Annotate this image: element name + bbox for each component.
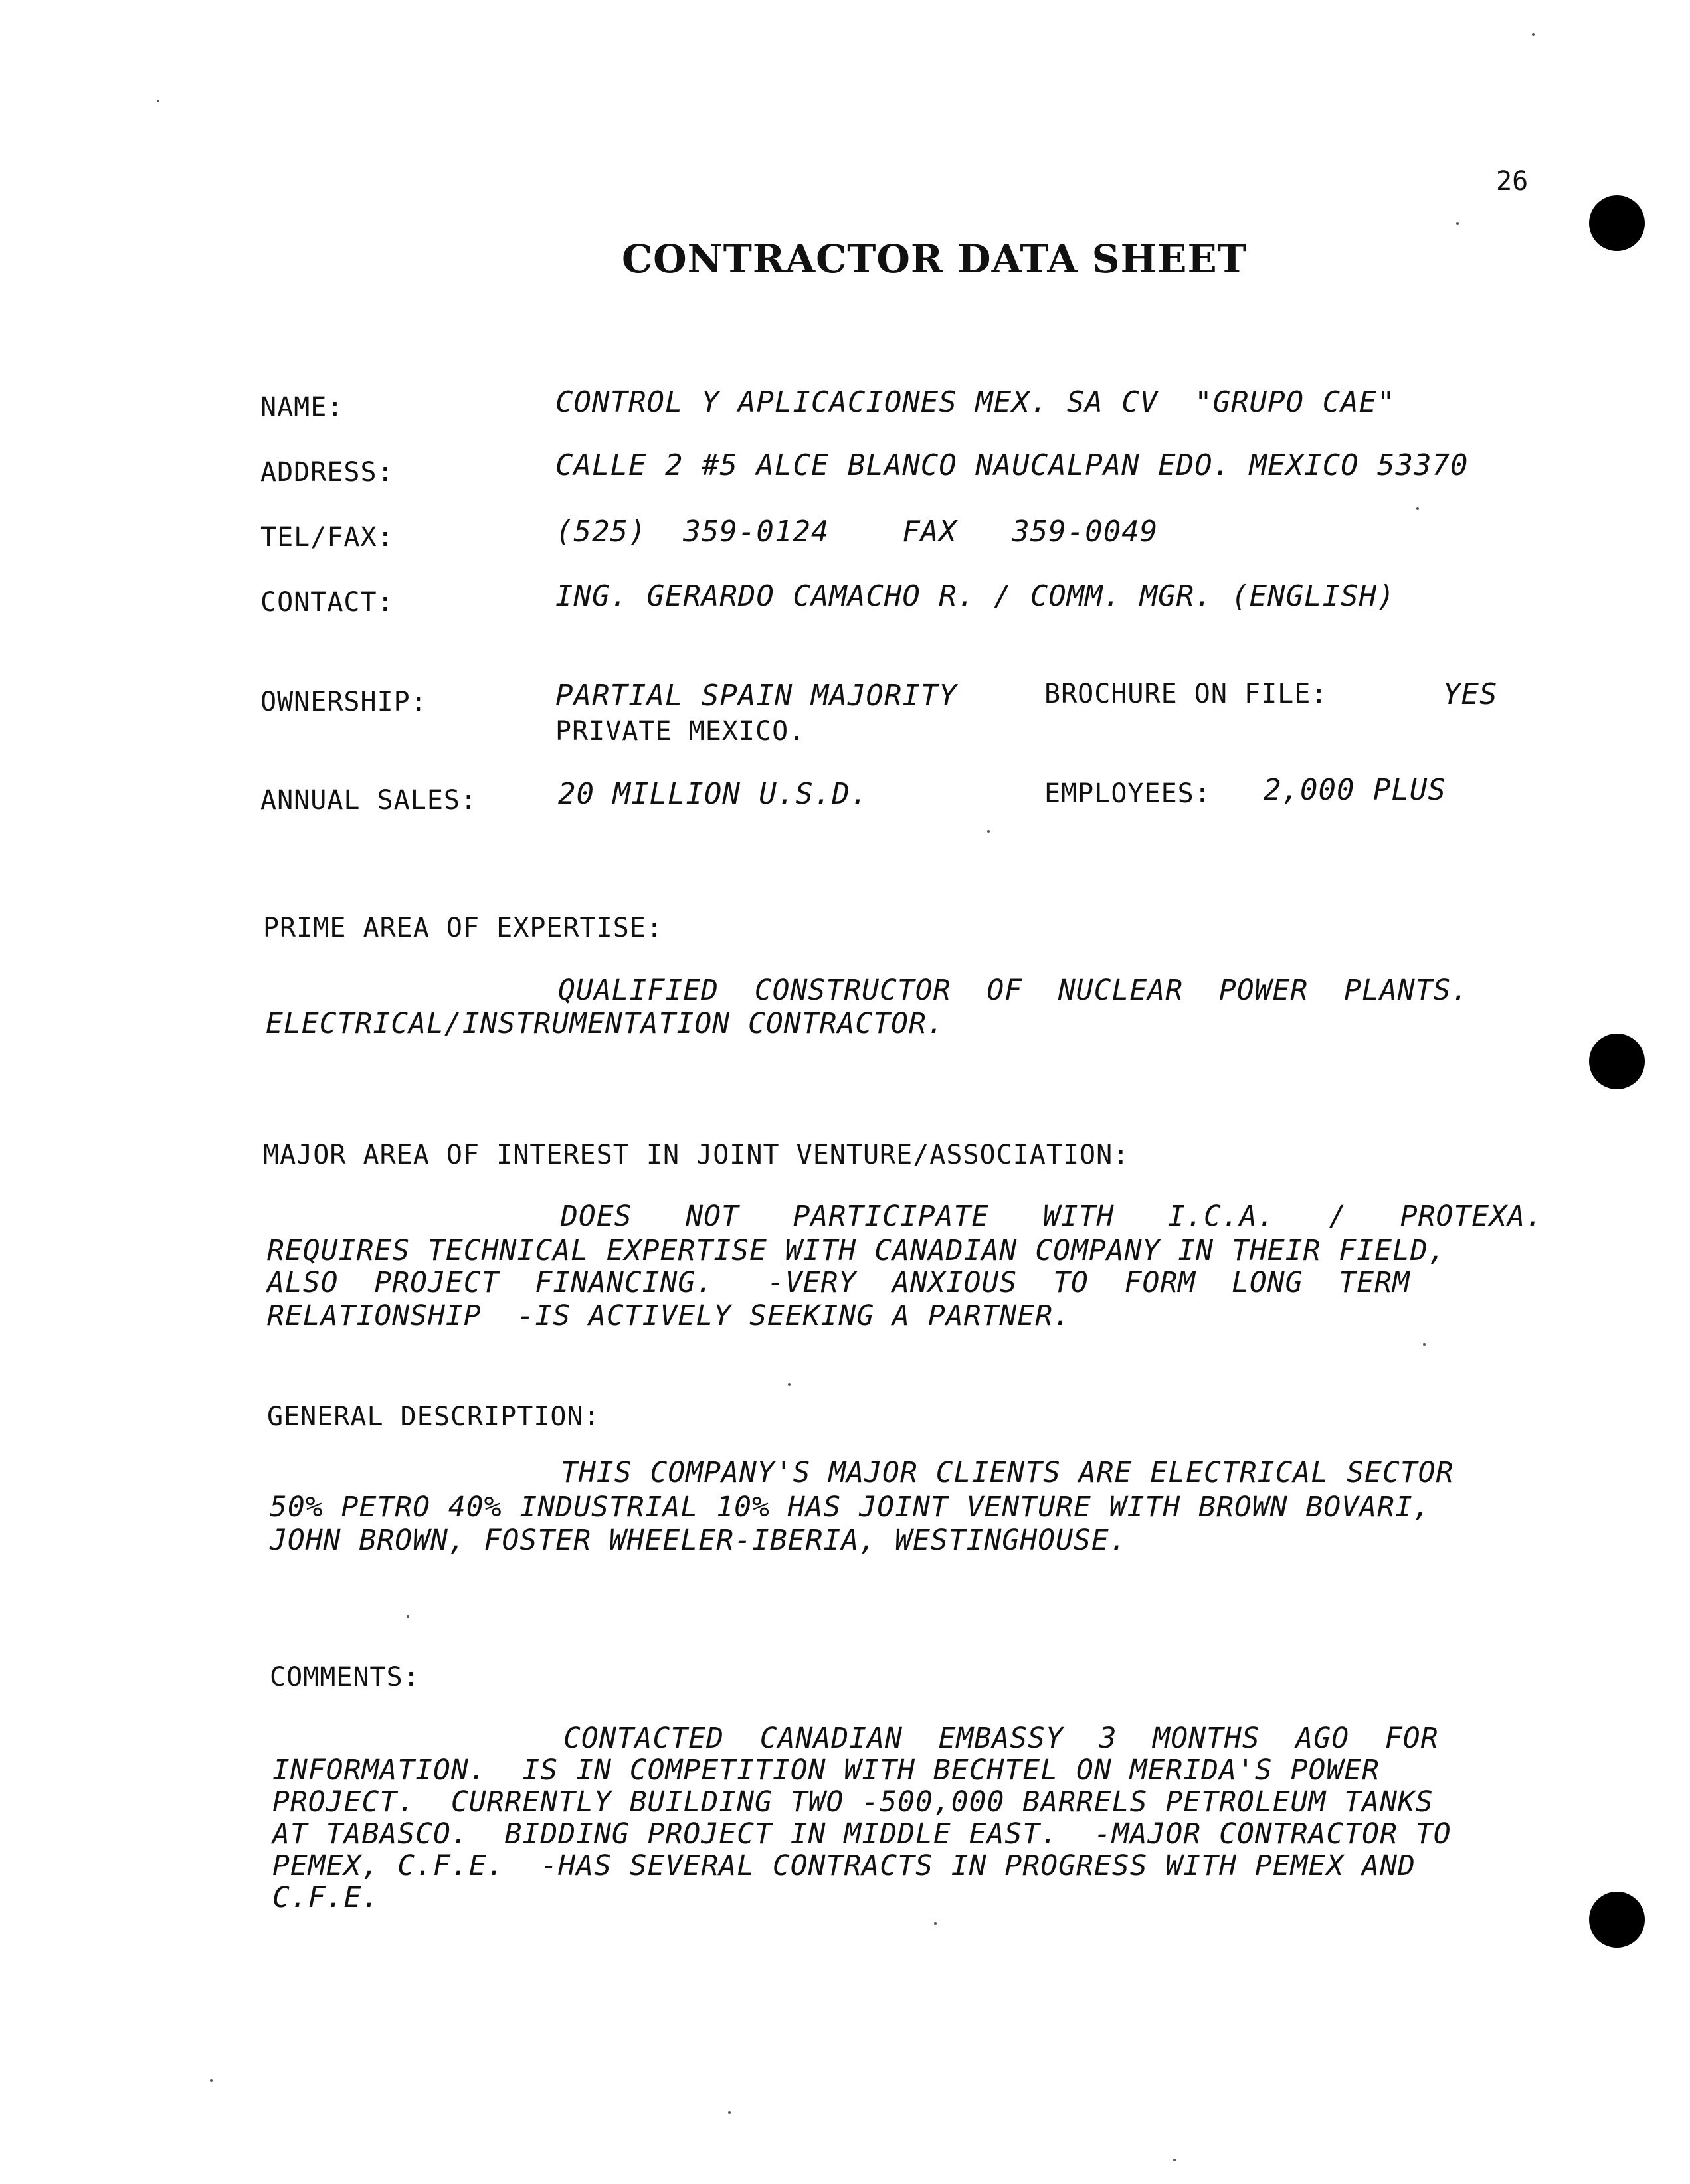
general-heading: GENERAL DESCRIPTION: [267,1402,601,1432]
general-line-1: THIS COMPANY'S MAJOR CLIENTS ARE ELECTRICAL SECTOR [561,1456,1454,1489]
tel-fax-value: (525) 359-0124 FAX 359-0049 [555,515,1159,549]
scan-speck [1423,1343,1426,1346]
scan-speck [728,2111,731,2114]
address-label: ADDRESS: [260,457,394,488]
contact-label: CONTACT: [260,587,394,618]
employees-label: EMPLOYEES: [1044,778,1211,809]
brochure-label: BROCHURE ON FILE: [1044,679,1328,709]
annual-sales-value: 20 MILLION U.S.D. [558,777,869,811]
brochure-value: YES [1443,678,1498,711]
comments-line-4: AT TABASCO. BIDDING PROJECT IN MIDDLE EAST. -MAJOR CONTRACTOR TO [272,1817,1452,1851]
joint-venture-line-3: ALSO PROJECT FINANCING. -VERY ANXIOUS TO FORM LONG TERM [267,1266,1410,1299]
punch-hole-middle [1589,1034,1645,1089]
tel-fax-label: TEL/FAX: [260,522,394,553]
joint-venture-line-2: REQUIRES TECHNICAL EXPERTISE WITH CANADIAN COMPANY IN THEIR FIELD, [267,1234,1446,1267]
joint-venture-heading: MAJOR AREA OF INTEREST IN JOINT VENTURE/ASSOCIATION: [263,1140,1130,1170]
comments-line-6: C.F.E. [272,1881,380,1914]
scan-speck [407,1615,409,1618]
expertise-line-1: QUALIFIED CONSTRUCTOR OF NUCLEAR POWER PLANTS. [558,974,1469,1007]
scan-speck [987,830,990,833]
scan-speck [1173,2159,1176,2161]
punch-hole-top [1589,195,1645,251]
comments-heading: COMMENTS: [270,1662,420,1692]
comments-line-1: CONTACTED CANADIAN EMBASSY 3 MONTHS AGO FOR [563,1722,1439,1755]
scan-speck [934,1922,937,1925]
name-label: NAME: [260,392,344,422]
contact-value: ING. GERARDO CAMACHO R. / COMM. MGR. (ENGLISH) [555,579,1396,613]
scan-speck [1416,507,1419,510]
general-line-2: 50% PETRO 40% INDUSTRIAL 10% HAS JOINT VENTURE WITH BROWN BOVARI, [270,1491,1431,1524]
joint-venture-line-1: DOES NOT PARTICIPATE WITH I.C.A. / PROTEXA. [561,1200,1543,1233]
scan-speck [788,1383,791,1386]
address-value: CALLE 2 #5 ALCE BLANCO NAUCALPAN EDO. MEXICO 53370 [555,448,1469,482]
general-line-3: JOHN BROWN, FOSTER WHEELER-IBERIA, WESTINGHOUSE. [270,1524,1127,1557]
document-title: CONTRACTOR DATA SHEET [622,236,1247,282]
comments-line-3: PROJECT. CURRENTLY BUILDING TWO -500,000 BARRELS PETROLEUM TANKS [272,1785,1434,1819]
expertise-line-2: ELECTRICAL/INSTRUMENTATION CONTRACTOR. [266,1007,945,1040]
scan-speck [157,100,159,102]
ownership-label: OWNERSHIP: [260,687,427,717]
scan-speck [1456,222,1459,225]
employees-value: 2,000 PLUS [1264,773,1446,807]
comments-line-2: INFORMATION. IS IN COMPETITION WITH BECHTEL ON MERIDA'S POWER [272,1754,1380,1787]
joint-venture-line-4: RELATIONSHIP -IS ACTIVELY SEEKING A PARTNER. [267,1299,1071,1332]
page-number: 26 [1496,166,1529,197]
comments-line-5: PEMEX, C.F.E. -HAS SEVERAL CONTRACTS IN PROGRESS WITH PEMEX AND [272,1849,1416,1882]
ownership-value-line1: PARTIAL SPAIN MAJORITY [555,679,957,713]
name-value: CONTROL Y APLICACIONES MEX. SA CV "GRUPO CAE" [555,385,1396,419]
punch-hole-bottom [1589,1892,1645,1948]
scan-speck [1532,33,1535,36]
expertise-heading: PRIME AREA OF EXPERTISE: [263,913,663,943]
annual-sales-label: ANNUAL SALES: [260,785,478,816]
scan-speck [210,2079,213,2082]
ownership-value-line2: PRIVATE MEXICO. [555,716,806,747]
